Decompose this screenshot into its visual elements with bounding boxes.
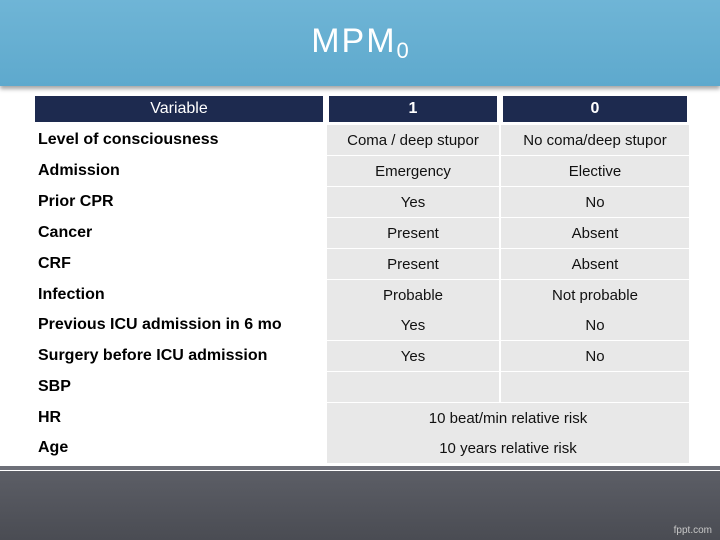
row-variable: Admission [38, 162, 120, 179]
row-value-0: No [501, 187, 689, 217]
row-variable: Prior CPR [38, 193, 114, 210]
title-bar [0, 0, 720, 86]
row-value-0: Not probable [501, 280, 689, 310]
title-subscript: 0 [396, 38, 409, 63]
row-value-0: No [501, 341, 689, 371]
footer-divider [0, 466, 720, 470]
header-value-1: 1 [327, 94, 499, 124]
row-merged-value: 10 beat/min relative risk [327, 403, 689, 433]
row-variable: Level of consciousness [38, 131, 219, 148]
row-variable: Infection [38, 286, 105, 303]
header-value-0: 0 [501, 94, 689, 124]
row-value-0: No [501, 310, 689, 340]
row-value-0: Elective [501, 156, 689, 186]
row-variable: CRF [38, 255, 71, 272]
watermark: fppt.com [673, 525, 712, 536]
table-row [33, 341, 689, 371]
row-value-1: Yes [327, 187, 499, 217]
row-value-1: Present [327, 249, 499, 279]
row-value-0: Absent [501, 218, 689, 248]
row-variable: HR [38, 409, 62, 426]
row-value-0: Absent [501, 249, 689, 279]
row-variable: Previous ICU admission in 6 mo [38, 316, 282, 333]
row-value-1: Present [327, 218, 499, 248]
row-value-1: Yes [327, 310, 499, 340]
table-header-row [33, 94, 689, 124]
table-row [33, 187, 689, 217]
table-row [33, 218, 689, 248]
slide-title: $MPM_0$ [311, 22, 409, 63]
row-value-1: Emergency [327, 156, 499, 186]
footer-bar [0, 471, 720, 540]
row-value-0: No coma/deep stupor [501, 125, 689, 155]
row-variable: Age [38, 439, 69, 456]
row-variable: Cancer [38, 224, 93, 241]
table-row [33, 156, 689, 186]
table-row [33, 372, 689, 402]
row-variable: SBP [38, 378, 71, 395]
table-row [33, 249, 689, 279]
row-value-1: Coma / deep stupor [327, 125, 499, 155]
table-row [33, 403, 689, 433]
row-value-1 [327, 372, 499, 402]
row-variable: Surgery before ICU admission [38, 347, 268, 364]
row-value-1: Yes [327, 341, 499, 371]
header-variable: Variable [33, 94, 325, 124]
table-row [33, 125, 689, 155]
table-row [33, 280, 689, 310]
row-merged-value: 10 years relative risk [327, 433, 689, 463]
table-row [33, 310, 689, 340]
row-value-0 [501, 372, 689, 402]
row-value-1: Probable [327, 280, 499, 310]
table-row [33, 433, 689, 463]
